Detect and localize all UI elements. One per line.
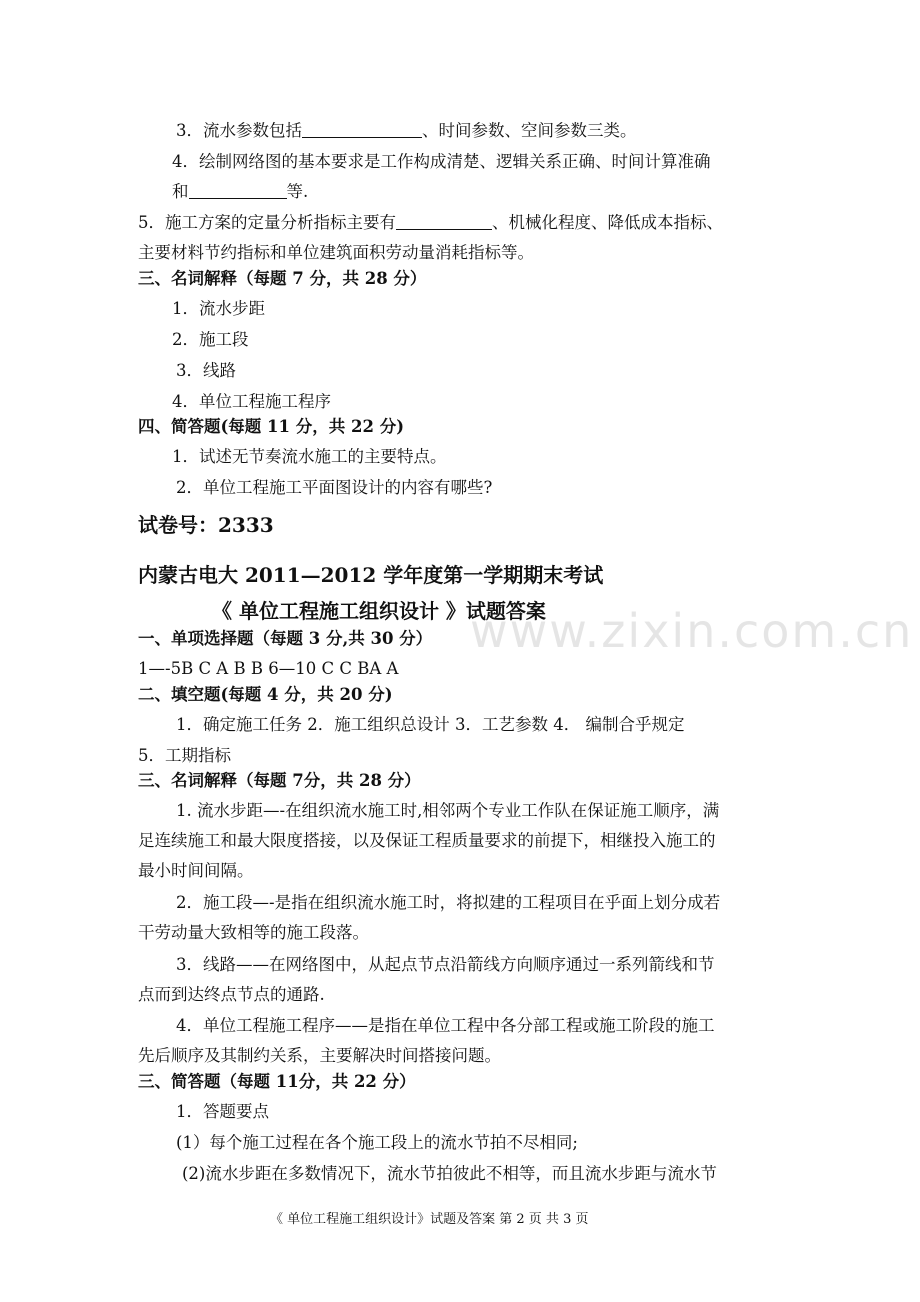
answer-line: 点而到达终点节点的通路.	[138, 985, 325, 1004]
answer-line: 1．确定施工任务 2．施工组织总设计 3．工艺参数 4． 编制合乎规定	[176, 715, 685, 734]
answer-line: (1）每个施工过程在各个施工段上的流水节拍不尽相同;	[176, 1133, 578, 1152]
section-heading: 三、名词解释（每题 7分，共 28 分）	[138, 771, 421, 790]
answer-line: 2．施工段—-是指在组织流水施工时，将拟建的工程项目在乎面上划分成若	[176, 893, 721, 912]
answer-line: 先后顺序及其制约关系，主要解决时间搭接问题。	[138, 1046, 501, 1065]
question-line: 4．单位工程施工程序	[172, 392, 331, 411]
answer-line: 3．线路——在网络图中，从起点节点沿箭线方向顺序通过一系列箭线和节	[176, 955, 715, 974]
answer-title: 《 单位工程施工组织设计 》试题答案	[212, 599, 546, 623]
section-heading: 二、填空题(每题 4 分，共 20 分)	[138, 685, 393, 704]
answer-line: 最小时间间隔。	[138, 861, 254, 880]
question-line: 1．流水步距	[172, 299, 265, 318]
question-line	[138, 212, 723, 234]
answer-line: (2)流水步距在多数情况下，流水节拍彼此不相等，而且流水步距与流水节	[182, 1164, 717, 1183]
answer-line: 5．工期指标	[138, 746, 231, 765]
answer-line: 干劳动量大致相等的施工段落。	[138, 923, 369, 942]
watermark: www.zixin.com.cn	[470, 604, 914, 658]
section-heading: 三、名词解释（每题 7 分，共 28 分）	[138, 269, 427, 288]
answer-blank	[396, 213, 492, 230]
line-text: 3．流水参数包括	[176, 121, 302, 140]
question-line: 1．试述无节奏流水施工的主要特点。	[172, 447, 447, 466]
question-line: 主要材料节约指标和单位建筑面积劳动量消耗指标等。	[138, 243, 534, 262]
paper-number: 试卷号：2333	[138, 513, 274, 537]
line-text: 、机械化程度、降低成本指标、	[492, 213, 723, 232]
question-line	[176, 120, 637, 142]
question-line	[172, 181, 308, 203]
line-text: 5．施工方案的定量分析指标主要有	[138, 213, 396, 232]
question-line: 3．线路	[176, 361, 236, 380]
answer-line: 1—-5B C A B B 6—10 C C BA A	[138, 659, 399, 678]
answer-line: 4．单位工程施工程序——是指在单位工程中各分部工程或施工阶段的施工	[176, 1016, 715, 1035]
question-line: 4．绘制网络图的基本要求是工作构成清楚、逻辑关系正确、时间计算准确	[172, 152, 711, 171]
answer-line: 1．答题要点	[176, 1102, 269, 1121]
section-heading: 四、简答题(每题 11 分，共 22 分)	[138, 417, 405, 436]
exam-title: 内蒙古电大 2011—2012 学年度第一学期期末考试	[138, 563, 604, 587]
page-footer: 《 单位工程施工组织设计》试题及答案 第 2 页 共 3 页	[270, 1212, 589, 1227]
question-line: 2．施工段	[172, 330, 249, 349]
line-text: 等.	[286, 182, 309, 201]
question-line: 2．单位工程施工平面图设计的内容有哪些?	[176, 478, 493, 497]
line-text: 、时间参数、空间参数三类。	[422, 121, 637, 140]
section-heading: 一、单项选择题（每题 3 分,共 30 分）	[138, 629, 433, 648]
answer-line: 足连续施工和最大限度搭接，以及保证工程质量要求的前提下，相继投入施工的	[138, 831, 716, 850]
line-text: 和	[172, 182, 189, 201]
section-heading: 三、简答题（每题 11分，共 22 分）	[138, 1072, 416, 1091]
answer-line: 1. 流水步距—-在组织流水施工时,相邻两个专业工作队在保证施工顺序，满	[176, 801, 720, 820]
answer-blank	[302, 121, 422, 138]
answer-blank	[189, 182, 287, 199]
